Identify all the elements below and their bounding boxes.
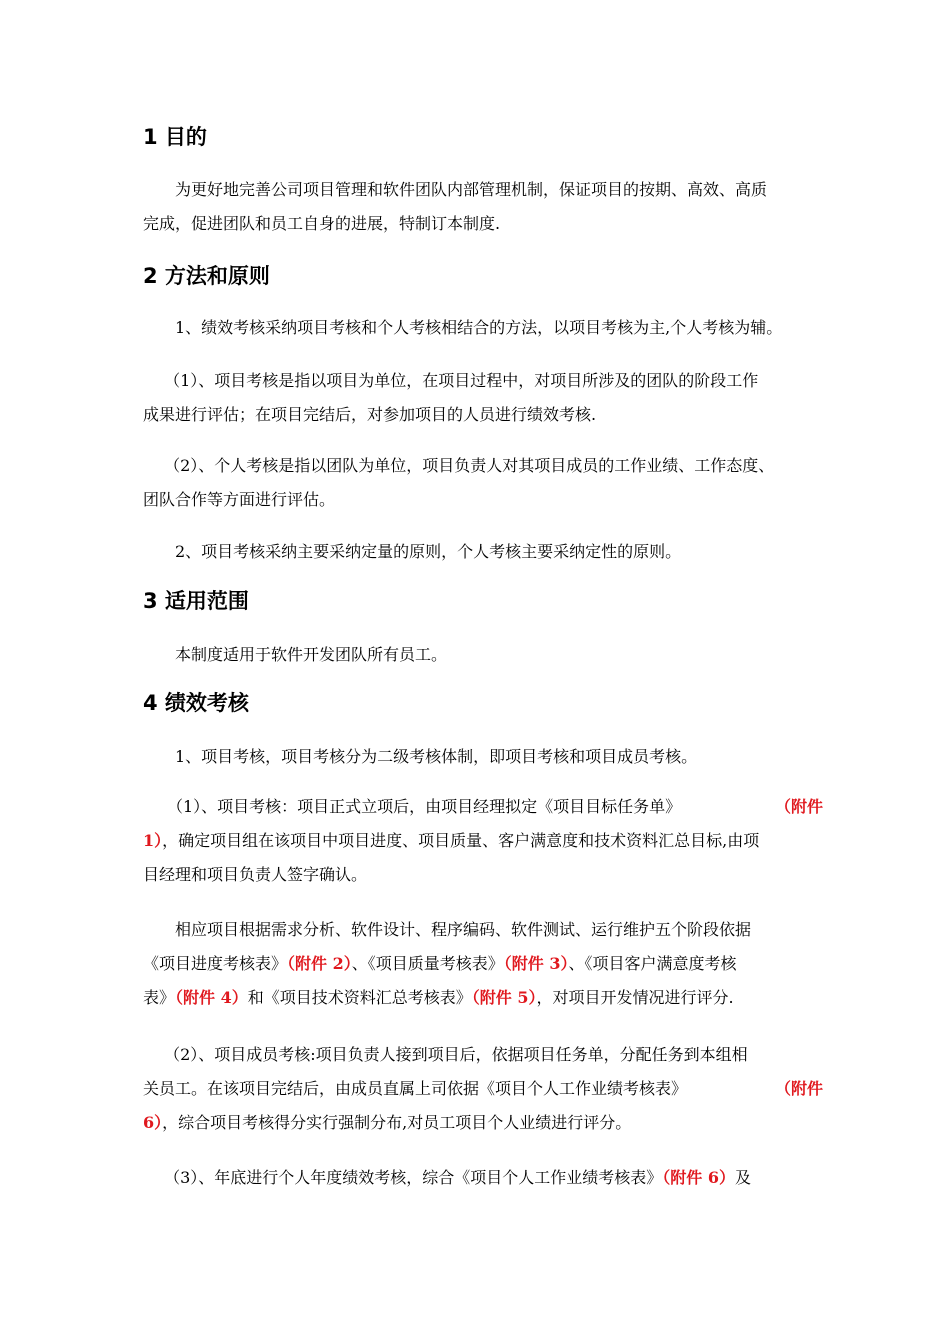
text-line: 团队合作等方面进行评估。 xyxy=(143,490,336,509)
attachment-ref: （附件 4） xyxy=(175,988,248,1007)
text-run: ，确定项目组在该项目中项目进度、项目质量、客户满意度和技术资料汇总目标,由项 xyxy=(162,831,760,850)
text-run: 、《项目质量考核表》 xyxy=(351,954,504,973)
text-line xyxy=(143,790,823,824)
section-heading-methods: 2 方法和原则 xyxy=(143,264,270,288)
attachment-ref: 1） xyxy=(143,831,163,850)
paragraph-purpose xyxy=(143,173,823,241)
attachment-ref: （附件 6） xyxy=(662,1168,735,1187)
text-line xyxy=(143,947,823,981)
text-run: ，综合项目考核得分实行强制分布,对员工项目个人业绩进行评分。 xyxy=(162,1113,632,1132)
text-line: 1、绩效考核采纳项目考核和个人考核相结合的方法，以项目考核为主,个人考核为辅。 xyxy=(143,318,783,337)
text-line: 2、项目考核采纳主要采纳定量的原则，个人考核主要采纳定性的原则。 xyxy=(143,542,682,561)
text-run: 表》 xyxy=(143,988,176,1007)
text-line xyxy=(143,1106,823,1140)
text-run: 《项目进度考核表》 xyxy=(143,954,288,973)
paragraph-scope xyxy=(143,638,823,672)
text-line: （2）、个人考核是指以团队为单位，项目负责人对其项目成员的工作业绩、工作态度、 xyxy=(143,456,775,475)
section-heading-performance: 4 绩效考核 xyxy=(143,691,249,715)
attachment-ref: （附件 xyxy=(774,797,823,816)
section-heading-purpose: 1 目的 xyxy=(143,125,207,149)
attachment-ref: （附件 2） xyxy=(287,954,352,973)
paragraph-method-1 xyxy=(143,311,823,345)
attachment-ref: （附件 xyxy=(774,1079,823,1098)
text-line: 相应项目根据需求分析、软件设计、程序编码、软件测试、运行维护五个阶段依据 xyxy=(143,920,752,939)
paragraph-method-1-1 xyxy=(143,364,823,432)
text-line xyxy=(143,1072,823,1106)
paragraph-annual-assessment xyxy=(143,1161,823,1195)
text-run: 及 xyxy=(735,1168,752,1187)
paragraph-project-assessment xyxy=(143,790,823,892)
paragraph-perf-1 xyxy=(143,740,823,774)
text-line: 为更好地完善公司项目管理和软件团队内部管理机制，保证项目的按期、高效、高质 xyxy=(143,180,768,199)
text-run: 关员工。在该项目完结后，由成员直属上司依据《项目个人工作业绩考核表》 xyxy=(143,1079,688,1098)
text-line: 1、项目考核，项目考核分为二级考核体制，即项目考核和项目成员考核。 xyxy=(143,747,698,766)
paragraph-member-assessment xyxy=(143,1038,823,1140)
attachment-ref: 6） xyxy=(143,1113,163,1132)
paragraph-stage-assessment xyxy=(143,913,823,1015)
attachment-ref: （附件 3） xyxy=(503,954,569,973)
paragraph-method-2 xyxy=(143,535,823,569)
text-line: 完成，促进团队和员工自身的进展，特制订本制度. xyxy=(143,214,501,233)
paragraph-method-1-2 xyxy=(143,449,823,517)
text-line: 成果进行评估；在项目完结后，对参加项目的人员进行绩效考核. xyxy=(143,405,597,424)
attachment-ref: （附件 5） xyxy=(471,988,537,1007)
text-line xyxy=(143,824,823,858)
text-line: （1）、项目考核是指以项目为单位，在项目过程中，对项目所涉及的团队的阶段工作 xyxy=(143,371,759,390)
text-run: （1）、项目考核：项目正式立项后，由项目经理拟定《项目目标任务单》 xyxy=(143,797,682,816)
text-line xyxy=(143,1161,823,1195)
text-run: ，对项目开发情况进行评分. xyxy=(536,988,734,1007)
section-heading-scope: 3 适用范围 xyxy=(143,589,249,613)
text-run: （3）、年底进行个人年度绩效考核，综合《项目个人工作业绩考核表》 xyxy=(143,1168,663,1187)
text-run: 、《项目客户满意度考核 xyxy=(568,954,737,973)
text-line: 本制度适用于软件开发团队所有员工。 xyxy=(143,645,448,664)
text-line xyxy=(143,981,823,1015)
text-run: 和《项目技术资料汇总考核表》 xyxy=(247,988,472,1007)
text-line: 目经理和项目负责人签字确认。 xyxy=(143,865,368,884)
text-line: （2）、项目成员考核:项目负责人接到项目后，依据项目任务单，分配任务到本组相 xyxy=(143,1045,748,1064)
